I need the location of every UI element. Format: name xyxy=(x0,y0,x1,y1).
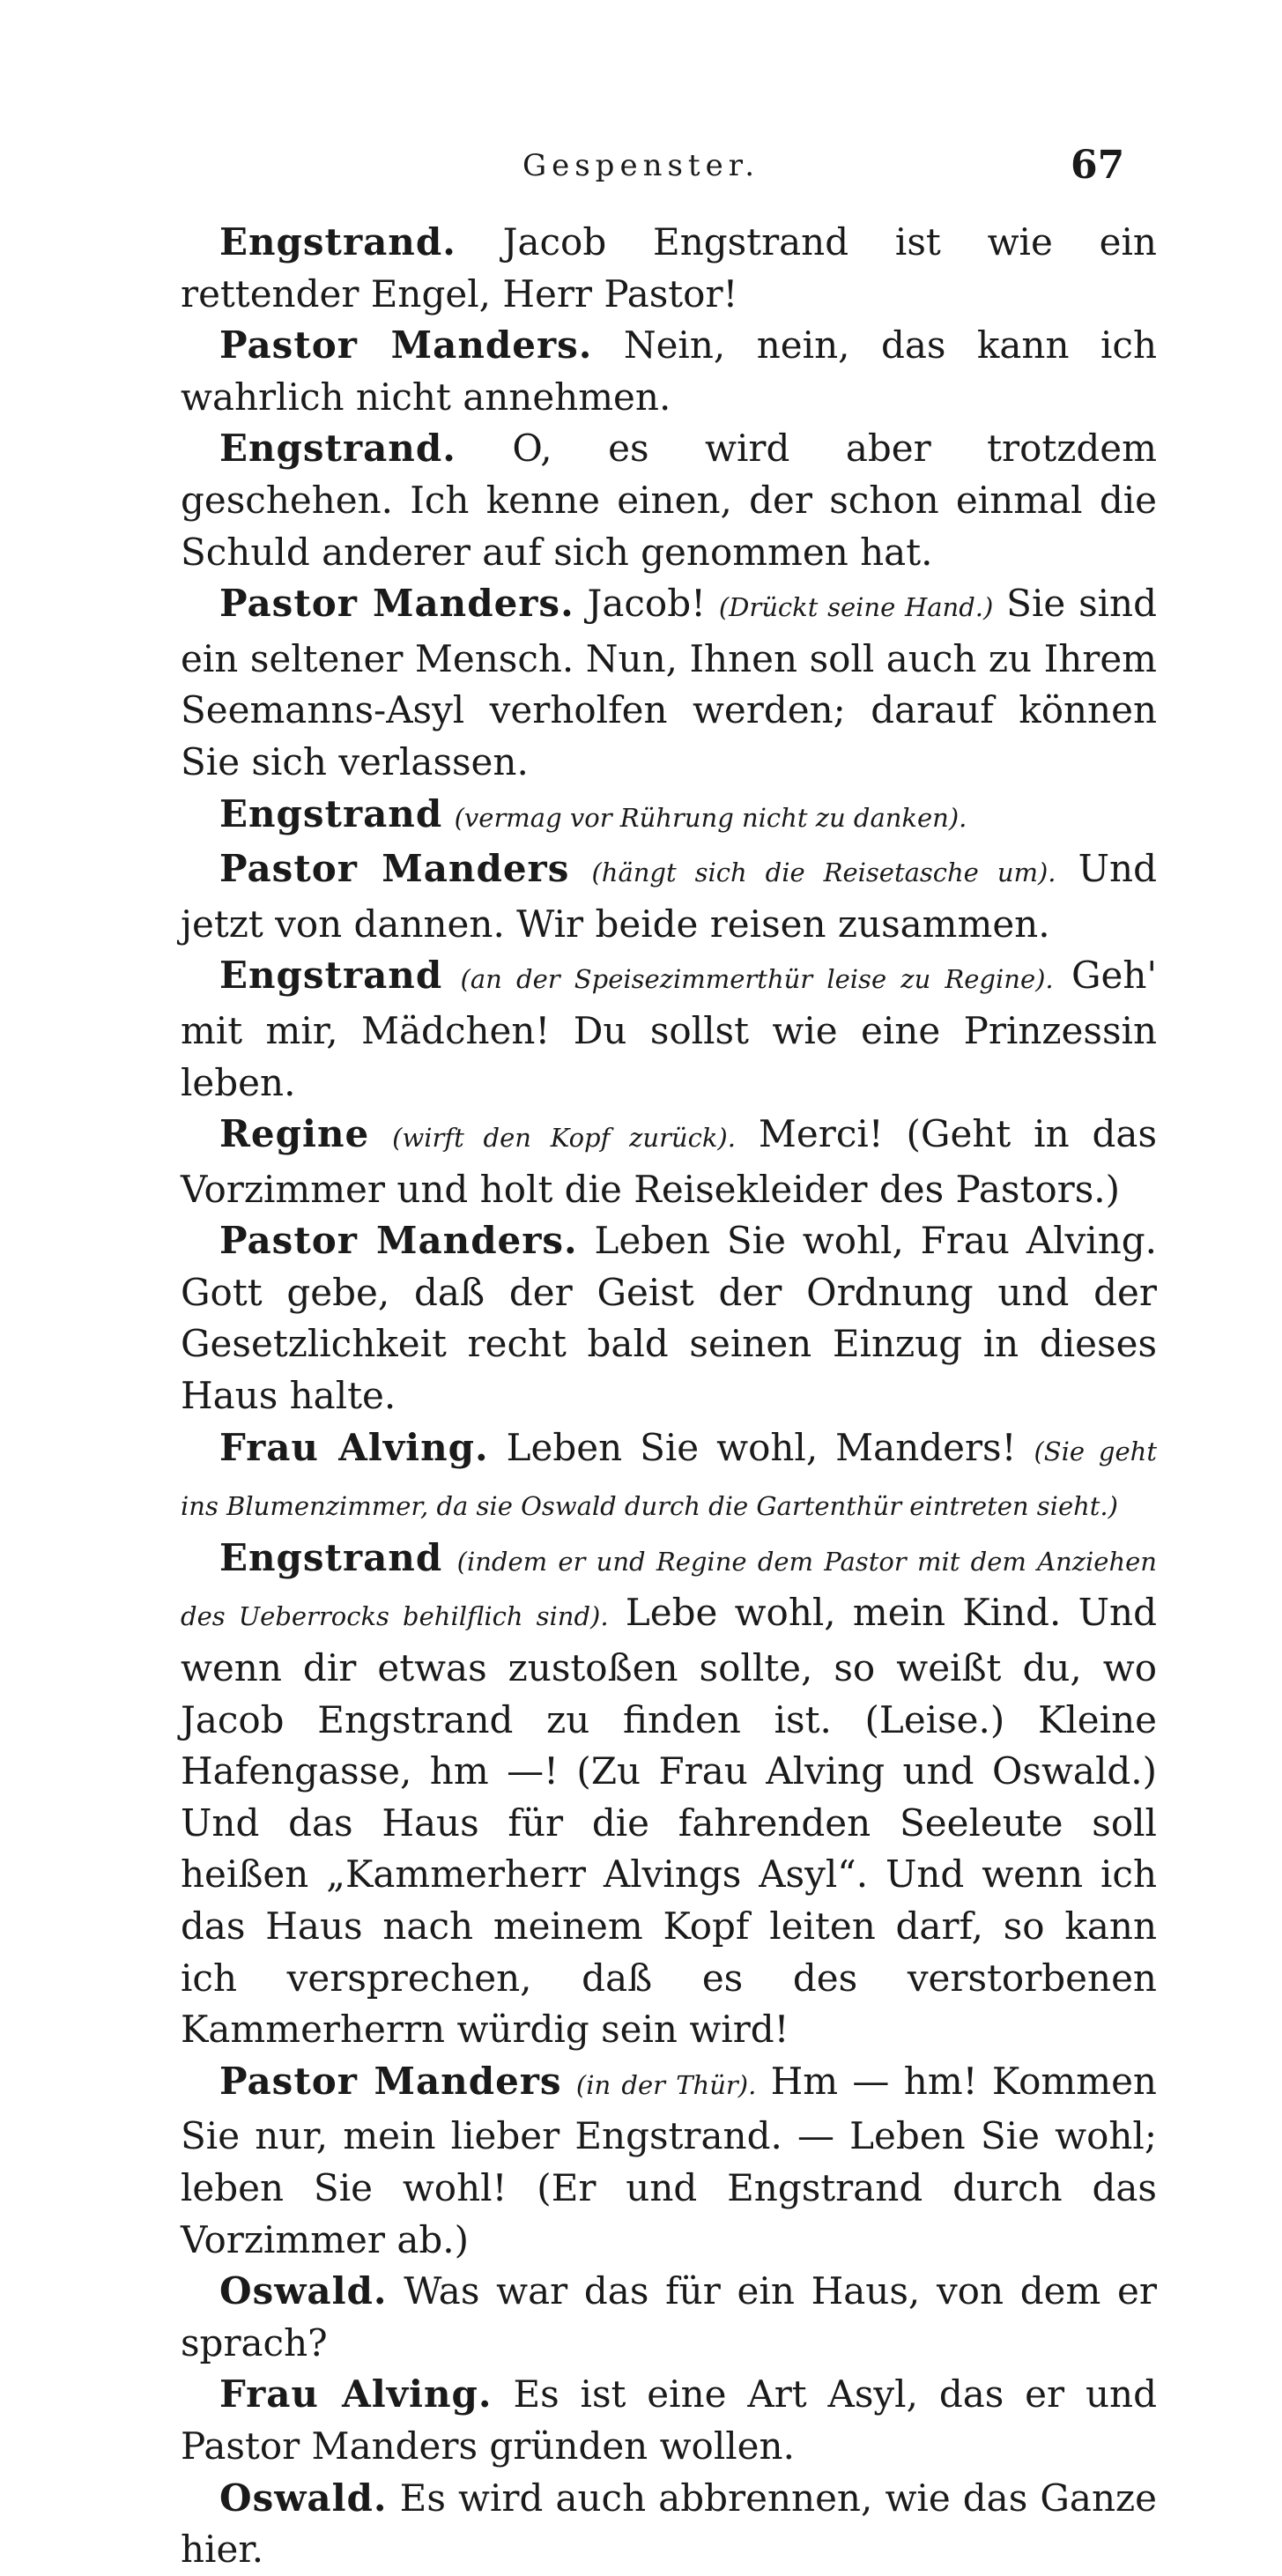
speaker-name: Oswald. xyxy=(219,2269,388,2313)
page-number: 67 xyxy=(1071,143,1125,188)
dialogue-paragraph xyxy=(181,1109,1157,1215)
speaker-name: Frau Alving. xyxy=(219,2372,493,2416)
dialogue-paragraph xyxy=(181,578,1157,788)
stage-direction: (in der Thür). xyxy=(575,2069,757,2100)
speech-text: Lebe wohl, mein Kind. Und wenn dir etwas zustoßen sollte, so weißt du, wo Jacob Engstrand zu finden ist. (Leise.) Kleine Hafengasse, hm —! (Zu Frau Alving und Oswald.) Und das Haus für die fahrenden Seeleute soll heißen „Kammerherr Alvings Asyl“. Und wenn ich das Haus nach meinem Kopf leiten darf, so kann ich versprechen, daß es des verstorbenen Kammerherrn würdig sein wird! xyxy=(181,1591,1157,2052)
speaker-name: Pastor Manders xyxy=(219,2059,562,2103)
dialogue-paragraph xyxy=(181,843,1157,950)
dialogue-paragraph xyxy=(181,1533,1157,2056)
speech-text: Hm — hm! Kommen Sie nur, mein lieber Engstrand. — Leben Sie wohl; leben Sie wohl! (Er und Engstrand durch das Vorzimmer ab.) xyxy=(181,2059,1157,2261)
speaker-name: Pastor Manders xyxy=(219,847,570,891)
speech-text: Geh' mit mir, Mädchen! Du sollst wie eine Prinzessin leben. xyxy=(181,954,1157,1104)
stage-direction: (vermag vor Rührung nicht zu danken). xyxy=(454,802,967,833)
stage-direction: (indem er und Regine dem Pastor mit dem Anziehen des Ueberrocks behilflich sind). xyxy=(181,1546,1157,1632)
dialogue-paragraph xyxy=(181,2473,1157,2576)
speaker-name: Oswald. xyxy=(219,2476,388,2520)
speaker-name: Engstrand. xyxy=(219,220,456,264)
speaker-name: Engstrand xyxy=(219,1535,443,1579)
dialogue-paragraph xyxy=(181,320,1157,423)
dialogue-paragraph xyxy=(181,423,1157,578)
speaker-name: Engstrand xyxy=(219,954,443,998)
speech-text: Es wird auch abbrennen, wie das Ganze hier. xyxy=(181,2476,1158,2572)
speech-lead: Leben Sie wohl, Manders! xyxy=(506,1425,1017,1469)
dialogue-paragraph xyxy=(181,789,1157,844)
speech-lead: Jacob! xyxy=(587,582,706,626)
stage-direction: (Sie geht ins Blumenzimmer, da sie Oswald durch die Gartenthür eintreten sieht.) xyxy=(181,1436,1157,1522)
dialogue-paragraph xyxy=(181,950,1157,1109)
dialogue-paragraph xyxy=(181,1215,1157,1422)
speech-text: Es ist eine Art Asyl, das er und Pastor Manders gründen wollen. xyxy=(181,2372,1157,2468)
speech-text: Jacob Engstrand ist wie ein rettender Engel, Herr Pastor! xyxy=(181,220,1157,316)
speaker-name: Engstrand xyxy=(219,791,443,835)
speaker-name: Regine xyxy=(219,1112,370,1156)
stage-direction: (wirft den Kopf zurück). xyxy=(392,1123,736,1154)
dialogue-paragraph xyxy=(181,2056,1157,2266)
dialogue-body xyxy=(181,217,1157,2576)
dialogue-paragraph xyxy=(181,1422,1157,1533)
dialogue-paragraph xyxy=(181,2369,1157,2472)
running-title: Gespenster. xyxy=(522,148,760,183)
speaker-name: Pastor Manders. xyxy=(219,323,593,367)
speaker-name: Pastor Manders. xyxy=(219,1219,578,1263)
speaker-name: Engstrand. xyxy=(219,427,456,471)
speech-text: Und jetzt von dannen. Wir beide reisen zusammen. xyxy=(181,847,1157,946)
stage-direction: (an der Speisezimmerthür leise zu Regine). xyxy=(460,964,1054,995)
dialogue-paragraph xyxy=(181,217,1157,320)
speaker-name: Pastor Manders. xyxy=(219,582,574,626)
stage-direction: (hängt sich die Reisetasche um). xyxy=(591,857,1056,888)
speaker-name: Frau Alving. xyxy=(219,1425,489,1469)
speech-text: Nein, nein, das kann ich wahrlich nicht annehmen. xyxy=(181,323,1158,419)
stage-direction: (Drückt seine Hand.) xyxy=(718,592,994,623)
speech-text: Merci! (Geht in das Vorzimmer und holt die Reisekleider des Pastors.) xyxy=(181,1112,1158,1211)
speech-text: Sie sind ein seltener Mensch. Nun, Ihnen soll auch zu Ihrem Seemanns-Asyl verholfen werden; darauf können Sie sich verlassen. xyxy=(181,582,1157,783)
speech-text: Was war das für ein Haus, von dem er sprach? xyxy=(181,2269,1157,2364)
speech-text: Leben Sie wohl, Frau Alving. Gott gebe, daß der Geist der Ordnung und der Gesetzlichkeit recht bald seinen Einzug in dieses Haus halte. xyxy=(181,1219,1157,1418)
dialogue-paragraph xyxy=(181,2266,1157,2369)
speech-text: O, es wird aber trotzdem geschehen. Ich kenne einen, der schon einmal die Schuld anderer auf sich genommen hat. xyxy=(181,427,1157,574)
